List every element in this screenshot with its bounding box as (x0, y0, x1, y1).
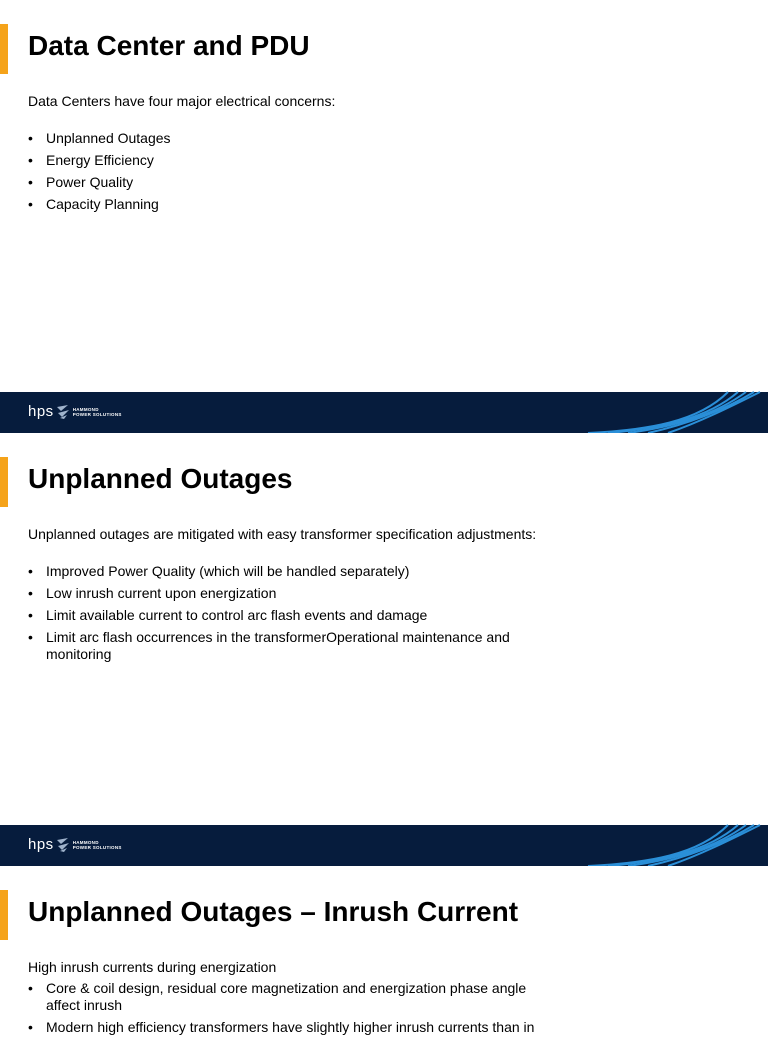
title-accent-bar (0, 890, 8, 940)
logo-subtitle-line: HAMMOND (72, 840, 99, 845)
slide-intro: Data Centers have four major electrical concerns: (28, 93, 336, 109)
logo-subtitle-line: POWER SOLUTIONS (72, 412, 122, 417)
list-item (28, 174, 548, 191)
footer-stripes-icon (588, 392, 768, 433)
logo-subtitle (73, 840, 122, 850)
list-item-text: Energy Efficiency (46, 152, 154, 168)
list-item (28, 130, 548, 147)
list-item (28, 607, 548, 624)
slide-intro: High inrush currents during energization (28, 959, 277, 975)
list-item (28, 585, 548, 602)
list-item-text: Capacity Planning (46, 196, 159, 212)
slide-title: Data Center and PDU (28, 30, 310, 61)
list-item-text: Power Quality (46, 174, 134, 190)
logo-subtitle-line: HAMMOND (72, 407, 99, 412)
list-item (28, 1019, 548, 1036)
logo-text: hps (28, 403, 54, 420)
bullet-icon: • (28, 1019, 33, 1035)
bullet-icon: • (28, 130, 33, 146)
footer-stripes-icon (588, 825, 768, 866)
slide-intro: Unplanned outages are mitigated with easy transformer specification adjustments: (28, 526, 537, 542)
list-item-text: Limit arc flash occurrences in the transformerOperational maintenance and monitoring (46, 629, 510, 662)
logo-subtitle-line: POWER SOLUTIONS (72, 845, 122, 850)
title-accent-bar (0, 457, 8, 507)
hps-logo (28, 836, 122, 854)
list-item-text: Unplanned Outages (46, 130, 171, 146)
bullet-list (28, 980, 548, 1041)
slide-1 (0, 0, 768, 433)
list-item (28, 152, 548, 169)
bullet-icon: • (28, 152, 33, 168)
hps-logo (28, 403, 122, 421)
bullet-list (28, 130, 548, 218)
list-item (28, 563, 548, 580)
slide-footer (0, 392, 768, 433)
bullet-icon: • (28, 980, 33, 996)
bullet-icon: • (28, 196, 33, 212)
list-item-text: Limit available current to control arc flash events and damage (46, 607, 428, 623)
list-item-text: Low inrush current upon energization (46, 585, 277, 601)
list-item-text: Modern high efficiency transformers have slightly higher inrush currents than in (46, 1019, 535, 1035)
bullet-icon: • (28, 607, 33, 623)
title-accent-bar (0, 24, 8, 74)
slide-title: Unplanned Outages – Inrush Current (28, 896, 519, 927)
slide-title: Unplanned Outages (28, 463, 293, 494)
slide-3 (0, 866, 768, 1035)
logo-subtitle (73, 407, 122, 417)
logo-mark-icon (56, 837, 70, 853)
list-item-text: Core & coil design, residual core magnetization and energization phase angle affect inrush (46, 980, 527, 1013)
list-item (28, 629, 548, 663)
bullet-icon: • (28, 585, 33, 601)
list-item-text: Improved Power Quality (which will be handled separately) (46, 563, 410, 579)
list-item (28, 196, 548, 213)
list-item (28, 980, 548, 1014)
logo-text: hps (28, 836, 54, 853)
slide-2 (0, 433, 768, 866)
logo-mark-icon (56, 404, 70, 420)
bullet-icon: • (28, 174, 33, 190)
bullet-icon: • (28, 629, 33, 645)
bullet-list (28, 563, 548, 668)
slide-footer (0, 825, 768, 866)
bullet-icon: • (28, 563, 33, 579)
